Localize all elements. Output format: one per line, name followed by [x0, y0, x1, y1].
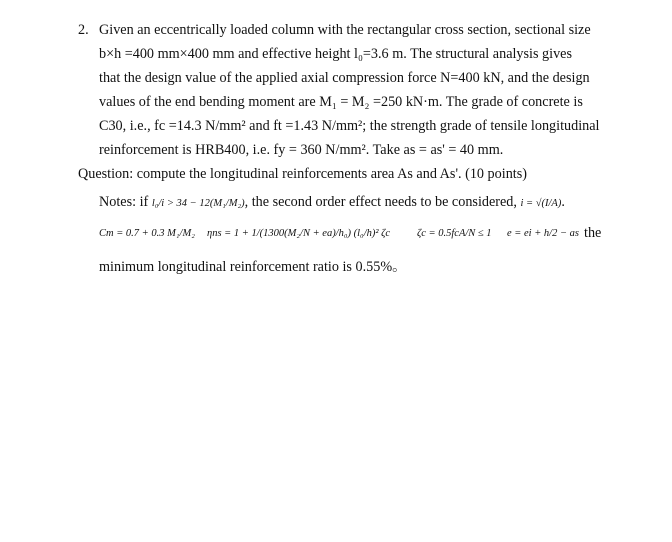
problem-line-1: Given an eccentrically loaded column with the rectangular cross section, sectional size: [99, 22, 591, 38]
notes-condition: l₀/i > 34 − 12(M₁/M₂): [151, 198, 245, 209]
formula-the: the: [584, 224, 602, 241]
problem-line-4: values of the end bending moment are M₁ = M₂ =250 kN·m. The grade of concrete is: [99, 94, 583, 110]
formula-cm: Cm = 0.7 + 0.3 M₁/M₂: [99, 227, 195, 239]
formula-ecc: e = ei + h/2 − as: [507, 227, 579, 239]
formula-eta: ηns = 1 + 1/(1300(M₂/N + ea)/h₀) (l₀/h)² ζc: [207, 227, 391, 239]
notes-radius-end: .: [561, 194, 565, 210]
problem-line-3: that the design value of the applied axial compression force N=400 kN, and the design: [99, 70, 590, 86]
notes-line: [99, 193, 565, 213]
formula-row: [99, 218, 609, 252]
problem-number: 2.: [78, 22, 89, 38]
question-line: Question: compute the longitudinal reinforcements area As and As'. (10 points): [78, 166, 527, 182]
notes-last-line: minimum longitudinal reinforcement ratio is 0.55%。: [99, 259, 407, 275]
formula-zeta: ζc = 0.5fcA/N ≤ 1: [417, 227, 492, 239]
problem-line-2: b×h =400 mm×400 mm and effective height l₀=3.6 m. The structural analysis gives: [99, 46, 573, 62]
problem-line-6: reinforcement is HRB400, i.e. fy = 360 N/mm². Take as = as' = 40 mm.: [99, 142, 504, 158]
problem-line-5: C30, i.e., fc =14.3 N/mm² and ft =1.43 N/mm²; the strength grade of tensile longitudinal: [99, 118, 600, 134]
notes-radius: i = √(I/A): [520, 198, 562, 209]
notes-mid: , the second order effect needs to be considered,: [244, 194, 517, 210]
notes-prefix: Notes: if: [99, 194, 149, 210]
